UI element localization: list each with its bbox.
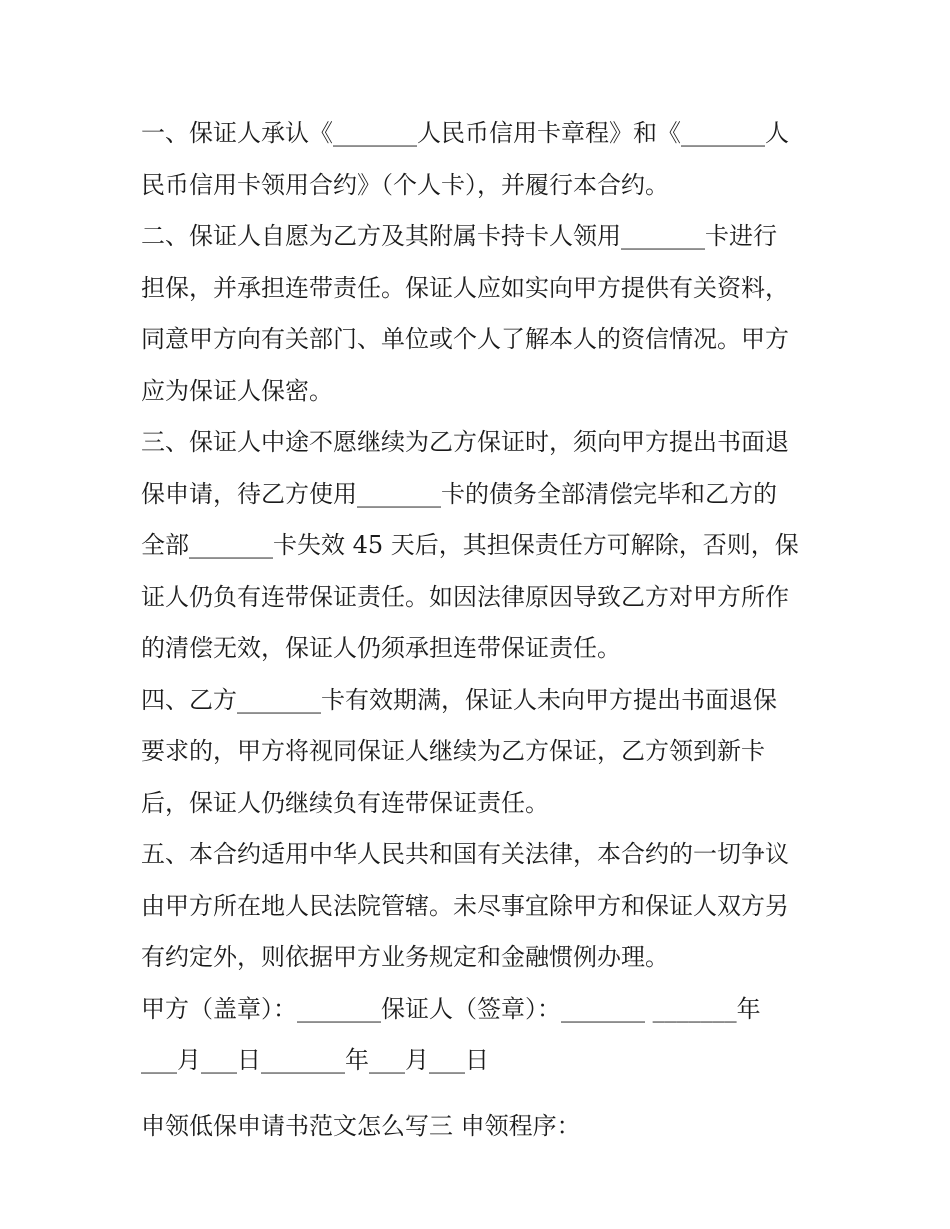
text-line: 四、乙方_______卡有效期满，保证人未向甲方提出书面退保 (141, 685, 777, 714)
text-line: 证人仍负有连带保证责任。如因法律原因导致乙方对甲方所作 (141, 582, 789, 611)
text-line: 后，保证人仍继续负有连带保证责任。 (141, 788, 549, 817)
clause-two (141, 211, 821, 417)
text-line: 民币信用卡领用合约》（个人卡），并履行本合约。 (141, 170, 669, 199)
clause-four (141, 675, 821, 830)
text-line: 由甲方所在地人民法院管辖。未尽事宜除甲方和保证人双方另 (141, 891, 789, 920)
signature-line: 甲方（盖章）：_______保证人（签章）：_______ _______年 (141, 994, 761, 1023)
date-line: ___月___日_______年___月___日 (141, 1046, 489, 1074)
text-line: 担保，并承担连带责任。保证人应如实向甲方提供有关资料， (141, 273, 789, 302)
closing-heading (141, 1101, 821, 1153)
text-line: 同意甲方向有关部门、单位或个人了解本人的资信情况。甲方 (141, 325, 789, 353)
text-line: 一、保证人承认《_______人民币信用卡章程》和《_______人 (141, 119, 789, 147)
text-line: 要求的，甲方将视同保证人继续为乙方保证，乙方领到新卡 (141, 737, 765, 765)
text-line: 二、保证人自愿为乙方及其附属卡持卡人领用_______卡进行 (141, 222, 777, 250)
document-page (141, 108, 821, 1152)
clause-one (141, 108, 821, 211)
closing-text: 申领低保申请书范文怎么写三 申领程序： (141, 1111, 581, 1140)
text-line: 有约定外，则依据甲方业务规定和金融惯例办理。 (141, 943, 669, 971)
text-line: 五、本合约适用中华人民共和国有关法律，本合约的一切争议 (141, 840, 789, 868)
text-line: 的清偿无效，保证人仍须承担连带保证责任。 (141, 634, 621, 662)
text-line: 三、保证人中途不愿继续为乙方保证时，须向甲方提出书面退 (141, 428, 789, 456)
text-line: 保申请，待乙方使用_______卡的债务全部清偿完毕和乙方的 (141, 479, 777, 508)
clause-five (141, 829, 821, 984)
signature-block (141, 984, 821, 1087)
clause-three (141, 417, 821, 675)
text-line: 应为保证人保密。 (141, 376, 333, 405)
text-line: 全部_______卡失效 45 天后，其担保责任方可解除，否则，保 (141, 531, 799, 559)
